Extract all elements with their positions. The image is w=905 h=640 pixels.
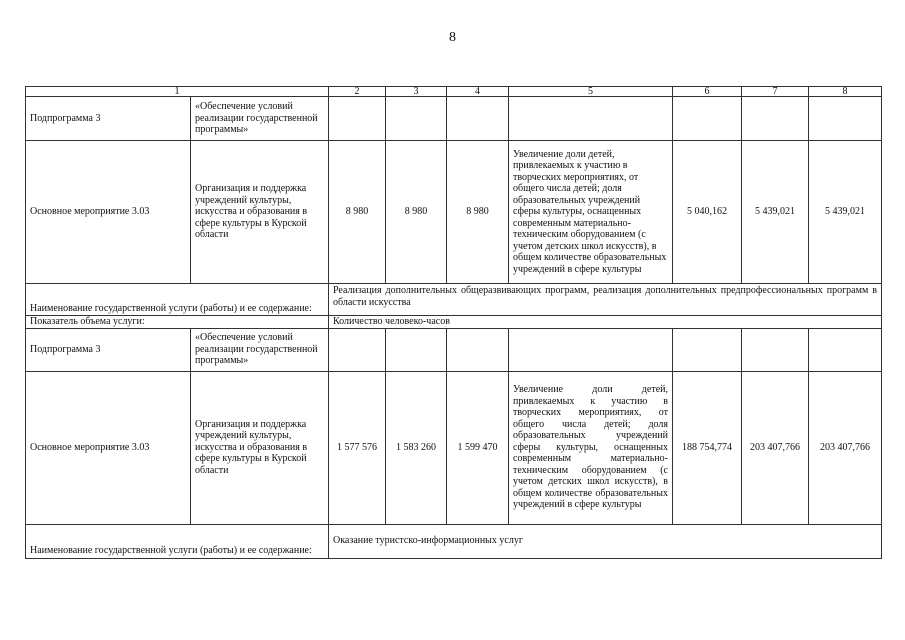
service-row (26, 524, 882, 558)
volume-row (26, 316, 882, 329)
volume-label: Показатель объема услуги: (26, 316, 329, 329)
service-label: Наименование государственной услуги (работы) и ее содержание: (26, 284, 329, 316)
service-label: Наименование государственной услуги (работы) и ее содержание: (26, 524, 329, 558)
subprogram-label: Подпрограмма 3 (26, 97, 191, 141)
value-col7: 203 407,766 (742, 371, 809, 524)
header-row (26, 87, 882, 97)
activity-label: Основное мероприятие 3.03 (26, 371, 191, 524)
service-row (26, 284, 882, 316)
subprogram-label: Подпрограмма 3 (26, 328, 191, 371)
service-value: Реализация дополнительных общеразвивающих программ, реализация дополнительных предпрофессиональных программ в области искусства (329, 284, 882, 316)
value-col3: 8 980 (386, 141, 447, 284)
service-value: Оказание туристско-информационных услуг (329, 524, 882, 558)
activity-name: Организация и поддержка учреждений культуры, искусства и образования в сфере культуры в Курской области (191, 141, 329, 284)
page-number: 8 (449, 30, 456, 45)
value-col6: 5 040,162 (673, 141, 742, 284)
col-header: 4 (447, 87, 509, 97)
subprogram-row (26, 328, 882, 371)
value-col6: 188 754,774 (673, 371, 742, 524)
main-activity-row (26, 371, 882, 524)
value-col8: 203 407,766 (809, 371, 882, 524)
activity-label: Основное мероприятие 3.03 (26, 141, 191, 284)
col-header: 7 (742, 87, 809, 97)
program-table (25, 86, 882, 559)
subprogram-name: «Обеспечение условий реализации государственной программы» (191, 328, 329, 371)
value-col2: 1 577 576 (329, 371, 386, 524)
col-header: 2 (329, 87, 386, 97)
col-header: 5 (509, 87, 673, 97)
col-header: 3 (386, 87, 447, 97)
volume-value: Количество человеко-часов (329, 316, 882, 329)
main-activity-row (26, 141, 882, 284)
col-header: 8 (809, 87, 882, 97)
value-col2: 8 980 (329, 141, 386, 284)
subprogram-row (26, 97, 882, 141)
value-col4: 8 980 (447, 141, 509, 284)
indicator-text: Увеличение доли детей, привлекаемых к участию в творческих мероприятиях, от общего числа детей; доля образовательных учреждений сферы культуры, оснащенных современным материально-техническим оборудованием (с учетом детских школ искусств), в общем количестве образовательных учреждений в сфере культуры (509, 141, 673, 284)
col-header: 6 (673, 87, 742, 97)
value-col3: 1 583 260 (386, 371, 447, 524)
value-col4: 1 599 470 (447, 371, 509, 524)
value-col7: 5 439,021 (742, 141, 809, 284)
activity-name: Организация и поддержка учреждений культуры, искусства и образования в сфере культуры в Курской области (191, 371, 329, 524)
value-col8: 5 439,021 (809, 141, 882, 284)
subprogram-name: «Обеспечение условий реализации государственной программы» (191, 97, 329, 141)
col-header: 1 (26, 87, 329, 97)
indicator-text: Увеличение доли детей, привлекаемых к участию в творческих мероприятиях, от общего числа детей; доля образовательных учреждений сферы культуры, оснащенных современным материально-техническим оборудованием (с учетом детских школ искусств), в общем количестве образовательных учреждений в сфере культуры (509, 371, 673, 524)
